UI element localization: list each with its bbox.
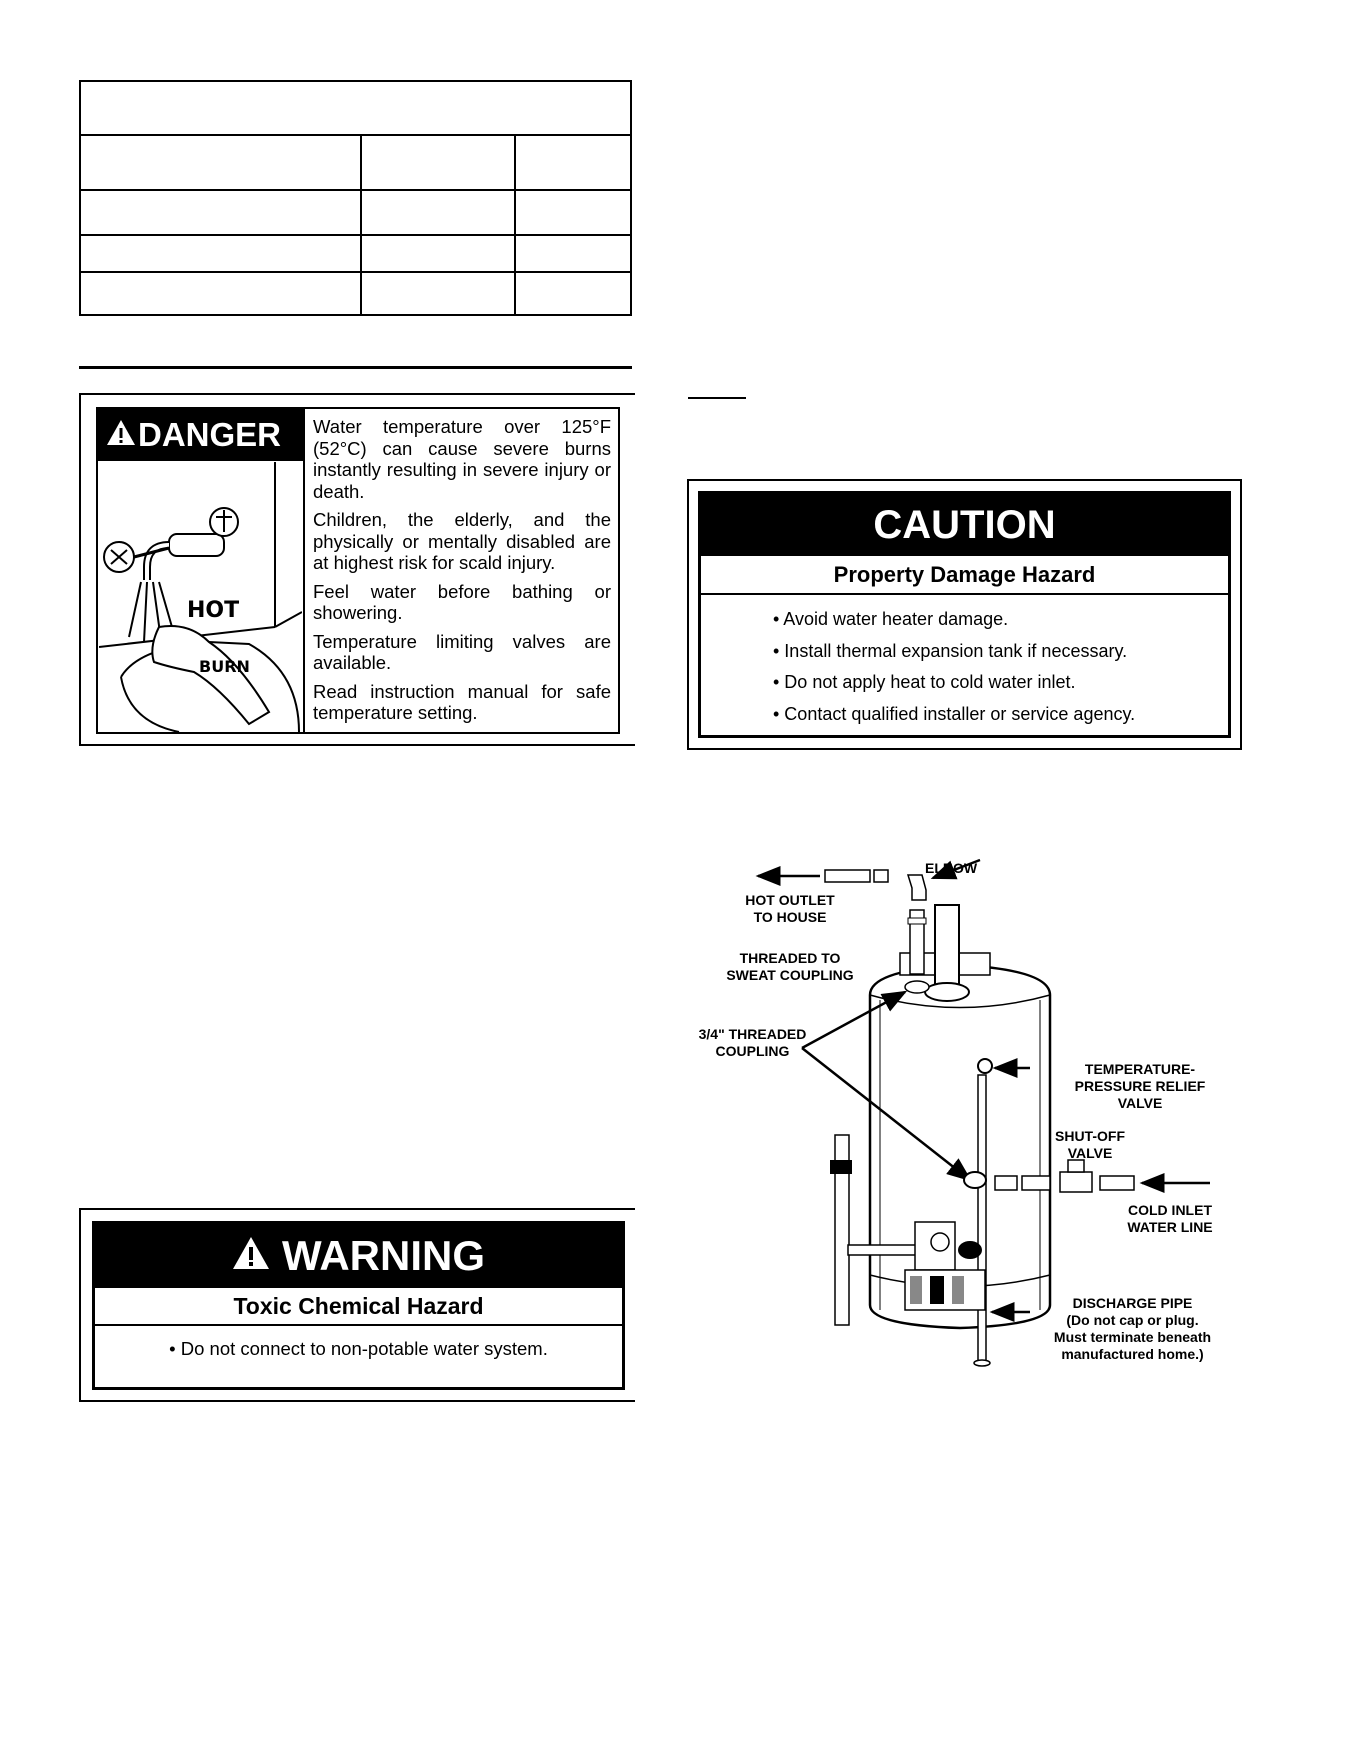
table-cell [80,135,361,189]
table-cell [361,135,515,189]
scald-illustration [99,462,302,732]
table-cell [515,235,631,271]
caution-item: • Do not apply heat to cold water inlet. [773,672,1076,692]
table-cell [361,190,515,235]
table-cell [361,272,515,315]
burn-text: BURN [199,657,250,676]
caution-header: CAUTION [701,494,1228,556]
danger-paragraph: Children, the elderly, and the physically or mentally disabled are at highest risk for scald injury. [313,509,611,573]
warning-triangle-icon [232,1232,270,1280]
danger-text [313,416,611,731]
caution-item: • Contact qualified installer or service agency. [773,703,1136,724]
danger-paragraph: Temperature limiting valves are available. [313,630,611,673]
short-rule [688,397,746,399]
warning-triangle-icon [106,409,136,461]
danger-paragraph: Water temperature over 125°F (52°C) can cause severe burns instantly resulting in severe injury or death. [313,416,611,502]
empty-table [79,80,632,316]
warning-subtitle: Toxic Chemical Hazard [95,1288,622,1326]
shutoff-valve-label: SHUT-OFF VALVE [1055,1128,1125,1161]
table-cell [80,272,361,315]
three-quarter-coupling-label: 3/4" THREADED COUPLING [698,1026,807,1059]
table-cell [80,190,361,235]
caution-list [773,604,1135,730]
discharge-pipe-label: DISCHARGE PIPE (Do not cap or plug. Must terminate beneath manufactured home.) [1053,1295,1212,1362]
hot-text: HOT [187,598,240,623]
table-cell [515,272,631,315]
danger-header [98,409,303,461]
warning-header-text: WARNING [282,1232,485,1279]
tp-valve-label: TEMPERATURE- PRESSURE RELIEF VALVE [1074,1061,1206,1111]
hot-outlet-label: HOT OUTLET TO HOUSE [745,892,835,925]
section-rule [79,366,632,369]
warning-header [95,1224,622,1288]
table-cell [361,235,515,271]
danger-paragraph: Feel water before bathing or showering. [313,580,611,623]
danger-header-text: DANGER [138,416,282,453]
warning-item: • Do not connect to non-potable water system. [169,1338,548,1359]
cold-inlet-label: COLD INLET WATER LINE [1127,1202,1213,1235]
danger-paragraph: Read instruction manual for safe temperature setting. [313,680,611,723]
caution-item: • Avoid water heater damage. [773,609,1009,629]
threaded-coupling-label: THREADED TO SWEAT COUPLING [726,950,854,983]
table-cell [80,235,361,271]
danger-divider [303,409,305,732]
water-heater-diagram [690,850,1230,1370]
table-header-cell [80,81,631,135]
table-cell [515,135,631,189]
caution-item: • Install thermal expansion tank if necessary. [773,640,1128,661]
table-cell [515,190,631,235]
caution-subtitle: Property Damage Hazard [701,556,1228,595]
elbow-label: ELBOW [925,860,978,876]
